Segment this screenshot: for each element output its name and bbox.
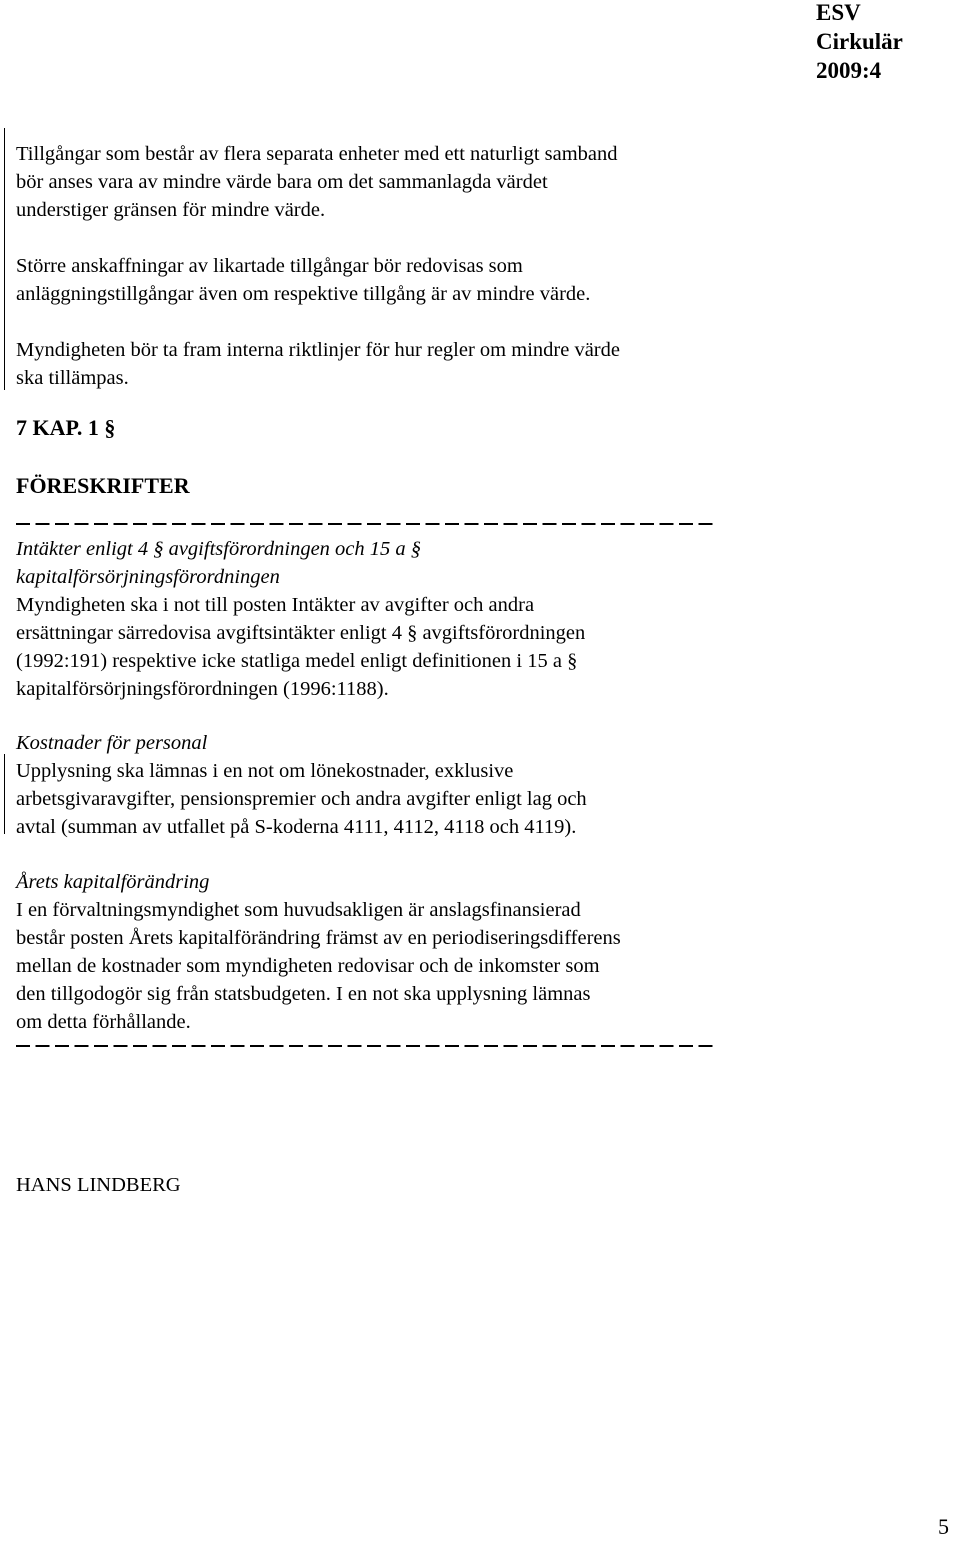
text-line: Myndigheten bör ta fram interna riktlinjer för hur regler om mindre värde <box>16 339 620 361</box>
subheading: Kostnader för personal <box>16 732 208 754</box>
text-line: mellan de kostnader som myndigheten redovisar och de inkomster som <box>16 955 600 977</box>
text-line: om detta förhållande. <box>16 1011 191 1033</box>
income-section <box>16 535 585 703</box>
text-line: anläggningstillgångar även om respektive tillgång är av mindre värde. <box>16 283 591 305</box>
header-org: ESV <box>816 0 861 25</box>
header-doc-type: Cirkulär <box>816 29 903 54</box>
text-line: Upplysning ska lämnas i en not om lönekostnader, exklusive <box>16 760 514 782</box>
intro-paragraph-1 <box>16 140 618 224</box>
text-line: består posten Årets kapitalförändring främst av en periodiseringsdifferens <box>16 927 621 949</box>
text-line: bör anses vara av mindre värde bara om det sammanlagda värdet <box>16 171 548 193</box>
header-doc-number: 2009:4 <box>816 58 882 83</box>
section-title: FÖRESKRIFTER <box>16 473 190 498</box>
intro-paragraph-2 <box>16 252 590 308</box>
capital-section <box>16 868 621 1036</box>
subheading: Årets kapitalförändring <box>16 871 210 893</box>
text-line: Större anskaffningar av likartade tillgångar bör redovisas som <box>16 255 523 277</box>
text-line: I en förvaltningsmyndighet som huvudsakligen är anslagsfinansierad <box>16 899 581 921</box>
subheading-line: kapitalförsörjningsförordningen <box>16 566 280 588</box>
text-line: (1992:191) respektive icke statliga medel enligt definitionen i 15 a § <box>16 650 578 672</box>
text-line: Tillgångar som består av flera separata enheter med ett naturligt samband <box>16 143 618 165</box>
text-line: arbetsgivaravgifter, pensionspremier och andra avgifter enligt lag och <box>16 788 587 810</box>
document-header <box>816 0 903 85</box>
text-line: den tillgodogör sig från statsbudgeten. I en not ska upplysning lämnas <box>16 983 591 1005</box>
change-bar <box>4 754 5 834</box>
dashed-separator <box>16 523 718 525</box>
signature: HANS LINDBERG <box>16 1174 181 1196</box>
text-line: understiger gränsen för mindre värde. <box>16 199 326 221</box>
text-line: kapitalförsörjningsförordningen (1996:1188). <box>16 678 389 700</box>
text-line: ska tillämpas. <box>16 367 129 389</box>
page-number: 5 <box>938 1514 949 1539</box>
subheading-line: Intäkter enligt 4 § avgiftsförordningen och 15 a § <box>16 538 422 560</box>
chapter-heading: 7 KAP. 1 § <box>16 415 116 440</box>
intro-paragraph-3 <box>16 336 620 392</box>
dashed-separator <box>16 1045 718 1047</box>
text-line: Myndigheten ska i not till posten Intäkter av avgifter och andra <box>16 594 535 616</box>
change-bar <box>4 128 5 390</box>
text-line: ersättningar särredovisa avgiftsintäkter enligt 4 § avgiftsförordningen <box>16 622 586 644</box>
text-line: avtal (summan av utfallet på S-koderna 4111, 4112, 4118 och 4119). <box>16 816 577 838</box>
personnel-section <box>16 729 587 841</box>
